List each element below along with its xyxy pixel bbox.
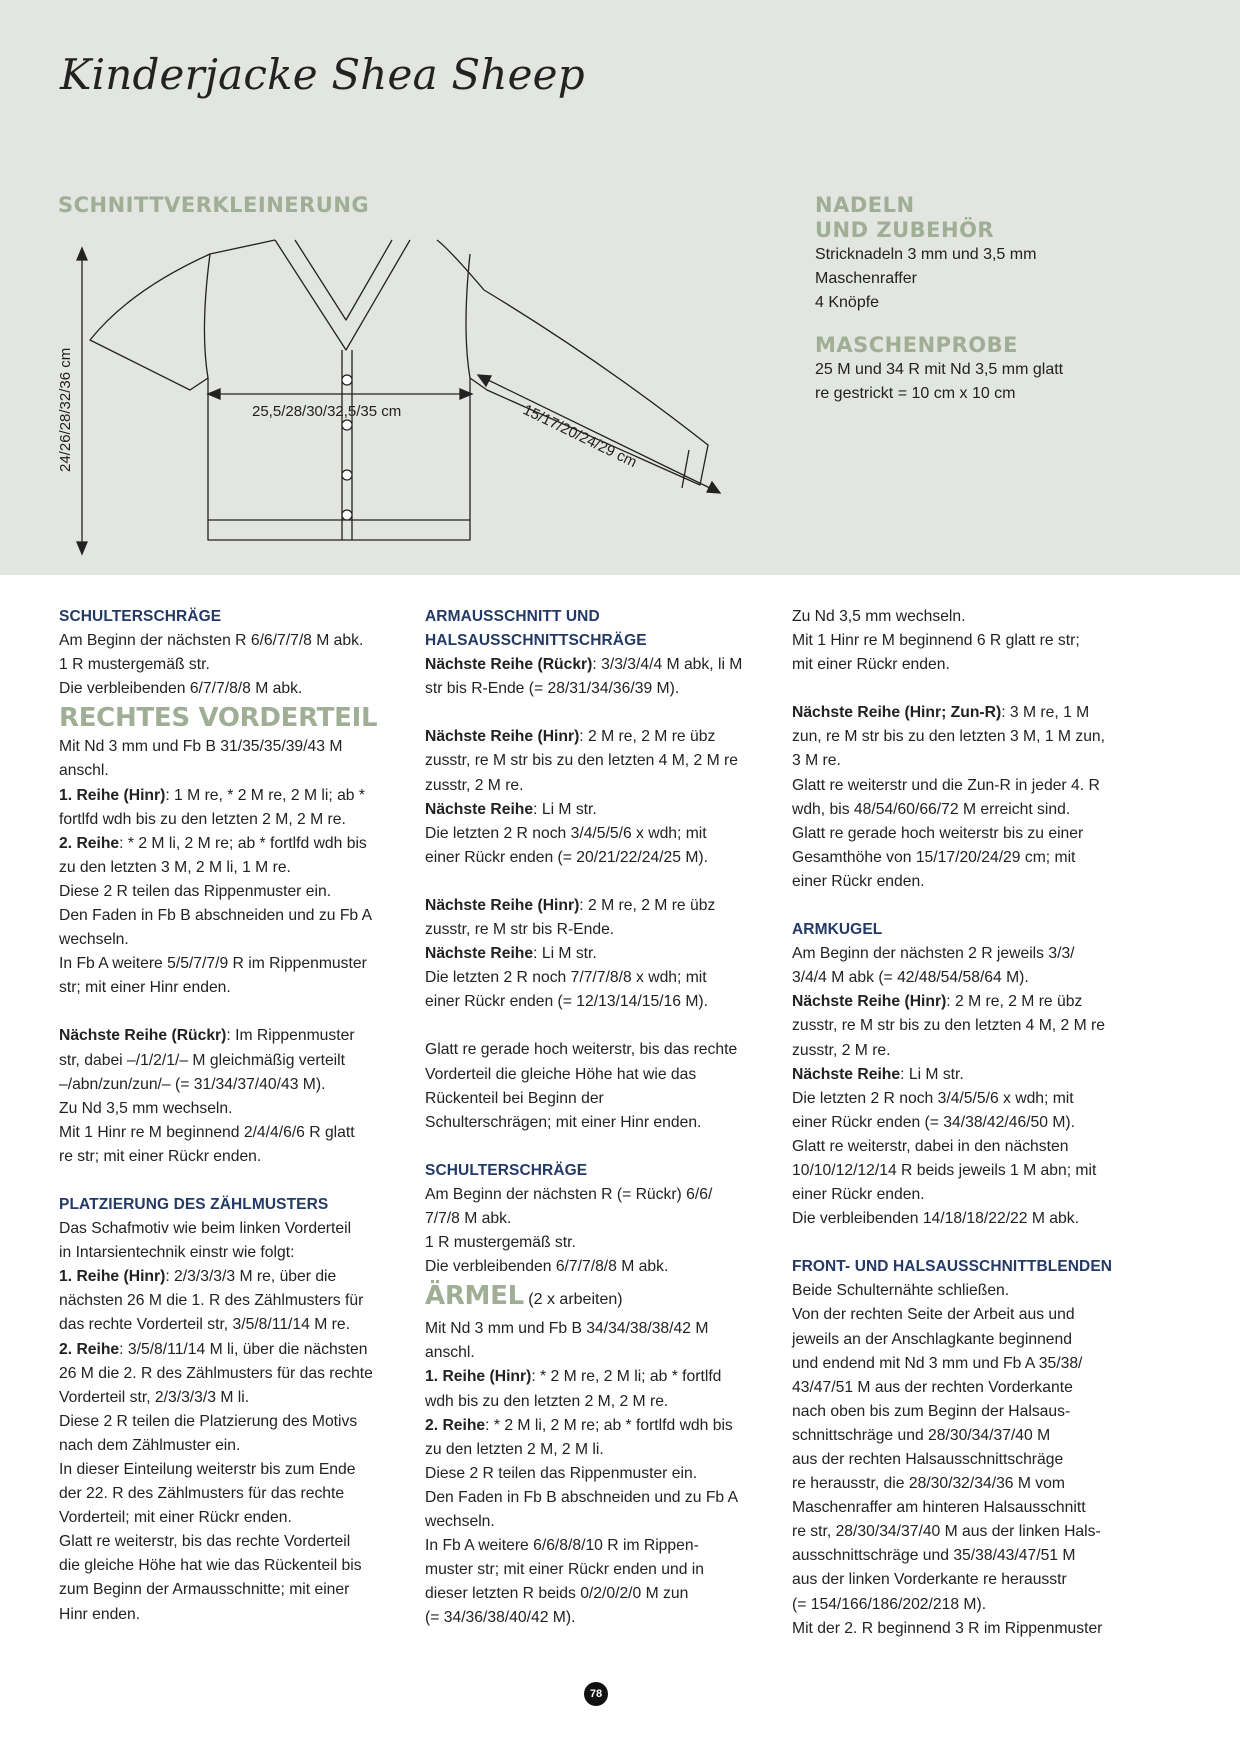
instruction-line: zusstr, re M str bis zu den letzten 4 M, 2 M re [425, 752, 738, 770]
instruction-line: anschl. [425, 1344, 475, 1362]
row-text: : 3 M re, 1 M [1001, 704, 1090, 722]
instruction-line: einer Rückr enden (= 20/21/22/24/25 M). [425, 848, 708, 866]
instruction-line: (= 34/36/38/40/42 M). [425, 1609, 576, 1627]
instruction-line: Die letzten 2 R noch 3/4/5/5/6 x wdh; mit [792, 1089, 1074, 1107]
instruction-line: Am Beginn der nächsten R (= Rückr) 6/6/ [425, 1185, 713, 1203]
instruction-line: In dieser Einteilung weiterstr bis zum Ende [59, 1461, 356, 1478]
row-label: 2. Reihe [59, 834, 120, 852]
instruction-line: Die letzten 2 R noch 7/7/7/8/8 x wdh; mit [425, 969, 707, 987]
part-heading [425, 1279, 765, 1317]
instruction-line: mit einer Rückr enden. [792, 656, 950, 674]
instruction-line: wechseln. [59, 931, 129, 949]
row-label: Nächste Reihe (Hinr) [792, 993, 947, 1011]
instruction-line [59, 1024, 399, 1048]
instruction-line: Mit Nd 3 mm und Fb B 31/35/35/39/43 M [59, 738, 343, 756]
instruction-line [425, 942, 765, 966]
row-text: : * 2 M li, 2 M re; ab * fortlfd wdh bis [119, 834, 367, 852]
instruction-line: zusstr, re M str bis zu den letzten 4 M, 2 M re [792, 1017, 1105, 1035]
instruction-line: Von der rechten Seite der Arbeit aus und [792, 1306, 1075, 1324]
row-label: Nächste Reihe (Rückr) [59, 1027, 227, 1045]
instruction-line: In Fb A weitere 6/6/8/8/10 R im Rippen- [425, 1537, 699, 1555]
gauge-line: 25 M und 34 R mit Nd 3,5 mm glatt [815, 361, 1064, 378]
button-icon [342, 375, 352, 385]
row-text: : 2 M re, 2 M re übz [946, 993, 1083, 1011]
section-heading: ARMAUSSCHNITT UND [425, 608, 600, 625]
text-column-3 [792, 605, 1132, 1641]
instruction-line: Rückenteil bei Beginn der [425, 1089, 604, 1107]
instruction-line: zusstr, 2 M re. [792, 1041, 891, 1059]
instruction-line [59, 832, 399, 856]
instruction-line: Diese 2 R teilen die Platzierung des Motivs [59, 1412, 358, 1430]
instruction-line: schnittschräge und 28/30/34/37/40 M [792, 1426, 1051, 1444]
instruction-line [792, 1063, 1132, 1087]
instruction-line: re str; mit einer Rückr enden. [59, 1147, 262, 1165]
instruction-line [792, 990, 1132, 1014]
instruction-line: aus der linken Vorderkante re herausstr [792, 1571, 1067, 1589]
instruction-line: dieser letzten R beids 0/2/0/2/0 M zun [425, 1585, 689, 1603]
paragraph-gap [425, 1135, 765, 1159]
needles-heading-2: UND ZUBEHÖR [815, 218, 995, 242]
instruction-line: in Intarsientechnik einstr wie folgt: [59, 1244, 295, 1262]
row-text: : 2 M re, 2 M re übz [579, 896, 716, 914]
instruction-line: einer Rückr enden (= 34/38/42/46/50 M). [792, 1113, 1075, 1131]
instruction-line: zum Beginn der Armausschnitte; mit einer [59, 1581, 350, 1599]
needles-item: Maschenraffer [815, 270, 917, 287]
paragraph-gap [59, 1000, 399, 1024]
instruction-line: Diese 2 R teilen das Rippenmuster ein. [425, 1464, 698, 1482]
instruction-line: Die verbleibenden 6/7/7/8/8 M abk. [425, 1258, 669, 1276]
row-label: Nächste Reihe (Rückr) [425, 656, 593, 674]
instruction-line: zusstr, 2 M re. [425, 776, 524, 794]
instruction-line: –/abn/zun/zun/– (= 31/34/37/40/43 M). [59, 1075, 326, 1093]
instruction-line: Mit Nd 3 mm und Fb B 34/34/38/38/42 M [425, 1320, 709, 1338]
instruction-line: Maschenraffer am hinteren Halsausschnitt [792, 1499, 1086, 1517]
instruction-line: 1 R mustergemäß str. [425, 1234, 576, 1252]
page-number: 78 [584, 1682, 608, 1706]
row-text: : 3/5/8/11/14 M li, über die nächsten [119, 1340, 368, 1358]
schematic-heading: SCHNITTVERKLEINERUNG [58, 193, 370, 217]
button-icon [342, 510, 352, 520]
instruction-line: einer Rückr enden. [792, 1186, 925, 1204]
row-label: 2. Reihe [425, 1416, 486, 1434]
sleeve-label: 15/17/20/24/29 cm [520, 401, 640, 472]
paragraph-gap [425, 1014, 765, 1038]
instruction-line: muster str; mit einer Rückr enden und in [425, 1561, 705, 1579]
instruction-line: re str, 28/30/34/37/40 M aus der linken Hals- [792, 1523, 1101, 1541]
gauge-heading: MASCHENPROBE [815, 333, 1018, 357]
instruction-line: re herausstr, die 28/30/32/34/36 M vom [792, 1475, 1065, 1493]
instruction-line: Glatt re weiterstr, dabei in den nächsten [792, 1137, 1069, 1155]
sleeve-dimension-line [484, 378, 714, 490]
instruction-line: 43/47/51 M aus der rechten Vorderkante [792, 1378, 1073, 1396]
instruction-line: die gleiche Höhe hat wie das Rückenteil bis [59, 1557, 362, 1575]
instruction-line: der 22. R des Zählmusters für das rechte [59, 1485, 345, 1503]
instruction-line: Mit der 2. R beginnend 3 R im Rippenmuster [792, 1619, 1103, 1637]
row-text: : Li M str. [533, 800, 597, 818]
instruction-line: Zu Nd 3,5 mm wechseln. [59, 1099, 233, 1117]
paragraph-gap [792, 894, 1132, 918]
instruction-line: Hinr enden. [59, 1605, 141, 1623]
paragraph-gap [59, 1169, 399, 1193]
row-label: 1. Reihe (Hinr) [59, 786, 166, 804]
row-label: 2. Reihe [59, 1340, 120, 1358]
instruction-line: (= 154/166/186/202/218 M). [792, 1595, 987, 1613]
text-column-1 [59, 605, 399, 1627]
instruction-line: Gesamthöhe von 15/17/20/24/29 cm; mit [792, 848, 1076, 866]
row-label: Nächste Reihe [425, 945, 534, 963]
paragraph-gap [425, 701, 765, 725]
instruction-line [425, 1365, 765, 1389]
instruction-line: zun, re M str bis zu den letzten 3 M, 1 M zun, [792, 728, 1106, 746]
part-heading-text: ÄRMEL [425, 1281, 524, 1312]
instruction-line: Mit 1 Hinr re M beginnend 2/4/4/6/6 R glatt [59, 1123, 355, 1141]
row-text: : * 2 M re, 2 M li; ab * fortlfd [531, 1368, 722, 1386]
row-text: : 3/3/3/4/4 M abk, li M [592, 656, 743, 674]
instruction-line: zu den letzten 2 M, 2 M li. [425, 1440, 604, 1458]
instruction-line [425, 1414, 765, 1438]
instruction-line: Das Schafmotiv wie beim linken Vorderteil [59, 1220, 352, 1238]
instruction-line: aus der rechten Halsausschnittschräge [792, 1451, 1064, 1468]
row-label: 1. Reihe (Hinr) [425, 1368, 532, 1386]
instruction-line: nach oben bis zum Beginn der Halsaus- [792, 1402, 1071, 1420]
row-text: : 1 M re, * 2 M re, 2 M li; ab * [165, 786, 365, 804]
section-heading: SCHULTERSCHRÄGE [425, 1161, 588, 1179]
instruction-line: Die verbleibenden 14/18/18/22/22 M abk. [792, 1210, 1079, 1228]
instruction-line: zu den letzten 3 M, 2 M li, 1 M re. [59, 858, 291, 876]
row-text: : * 2 M li, 2 M re; ab * fortlfd wdh bis [485, 1416, 733, 1434]
instruction-line: Vorderteil str, 2/3/3/3/3 M li. [59, 1388, 250, 1406]
needles-item: Stricknadeln 3 mm und 3,5 mm [815, 246, 1037, 263]
gauge-line: re gestrickt = 10 cm x 10 cm [815, 385, 1016, 402]
cardigan-outline [90, 240, 708, 540]
section-heading: HALSAUSSCHNITTSCHRÄGE [425, 632, 647, 650]
instruction-line: Glatt re weiterstr, bis das rechte Vorderteil [59, 1533, 351, 1551]
row-text: : 2/3/3/3/3 M re, über die [165, 1268, 337, 1286]
instruction-line: Glatt re weiterstr und die Zun-R in jeder 4. R [792, 776, 1100, 794]
button-icon [342, 470, 352, 480]
instruction-line: Diese 2 R teilen das Rippenmuster ein. [59, 882, 332, 900]
needles-heading-1: NADELN [815, 193, 915, 217]
section-heading: ARMKUGEL [792, 921, 883, 939]
instruction-line: ausschnittschräge und 35/38/43/47/51 M [792, 1547, 1076, 1565]
instruction-line: anschl. [59, 762, 109, 780]
instruction-line: wdh bis zu den letzten 2 M, 2 M re. [425, 1392, 669, 1410]
page-title: Kinderjacke Shea Sheep [60, 50, 585, 99]
paragraph-gap [792, 1231, 1132, 1255]
row-text: : 2 M re, 2 M re übz [579, 728, 716, 746]
instruction-line: wechseln. [425, 1513, 495, 1530]
row-label: Nächste Reihe [792, 1065, 901, 1083]
instruction-line: Vorderteil die gleiche Höhe hat wie das [425, 1065, 697, 1083]
height-label: 24/26/28/32/36 cm [57, 347, 74, 472]
section-heading: PLATZIERUNG DES ZÄHLMUSTERS [59, 1195, 329, 1213]
part-heading-text: RECHTES VORDERTEIL [59, 703, 378, 734]
instruction-line: Mit 1 Hinr re M beginnend 6 R glatt re str; [792, 632, 1080, 650]
instruction-line: und endend mit Nd 3 mm und Fb A 35/38/ [792, 1354, 1083, 1372]
paragraph-gap [425, 870, 765, 894]
instruction-line: str bis R-Ende (= 28/31/34/36/39 M). [425, 680, 680, 698]
button-icon [342, 420, 352, 430]
row-text: : Li M str. [900, 1065, 964, 1083]
instruction-line: das rechte Vorderteil str, 3/5/8/11/14 M re. [59, 1316, 350, 1334]
needles-item: 4 Knöpfe [815, 294, 880, 311]
row-text: : Im Rippenmuster [226, 1027, 355, 1045]
instruction-line: zusstr, re M str bis R-Ende. [425, 921, 615, 939]
instruction-line: Vorderteil; mit einer Rückr enden. [59, 1509, 292, 1527]
width-label: 25,5/28/30/32,5/35 cm [252, 403, 402, 420]
instruction-line: Zu Nd 3,5 mm wechseln. [792, 608, 966, 625]
instruction-line [425, 798, 765, 822]
row-text: : Li M str. [533, 945, 597, 963]
instruction-line: 1 R mustergemäß str. [59, 656, 210, 674]
instruction-line: Die verbleibenden 6/7/7/8/8 M abk. [59, 680, 303, 698]
row-label: Nächste Reihe [425, 800, 534, 818]
instruction-line: 3 M re. [792, 752, 841, 770]
instruction-line: str, dabei –/1/2/1/– M gleichmäßig verteilt [59, 1051, 345, 1069]
instruction-line: Glatt re gerade hoch weiterstr bis zu einer [792, 824, 1084, 842]
instruction-line: Den Faden in Fb B abschneiden und zu Fb A [59, 907, 373, 925]
instruction-line: 7/7/8 M abk. [425, 1209, 512, 1227]
instruction-line [59, 1265, 399, 1289]
row-label: Nächste Reihe (Hinr; Zun-R) [792, 704, 1002, 722]
instruction-line: Die letzten 2 R noch 3/4/5/5/6 x wdh; mit [425, 824, 707, 842]
instruction-line [425, 653, 765, 677]
section-heading: SCHULTERSCHRÄGE [59, 608, 222, 625]
instruction-line: einer Rückr enden (= 12/13/14/15/16 M). [425, 993, 708, 1011]
instruction-line [425, 894, 765, 918]
instruction-line: 3/4/4 M abk (= 42/48/54/58/64 M). [792, 969, 1029, 987]
needles-section [815, 193, 1195, 406]
instruction-line [792, 701, 1132, 725]
cardigan-schematic [50, 225, 750, 560]
instruction-line: str; mit einer Hinr enden. [59, 979, 231, 997]
instruction-line: nach dem Zählmuster ein. [59, 1436, 241, 1454]
instruction-line: Glatt re gerade hoch weiterstr, bis das rechte [425, 1041, 738, 1059]
instruction-line: jeweils an der Anschlagkante beginnend [792, 1330, 1072, 1348]
part-heading [59, 701, 399, 735]
row-label: Nächste Reihe (Hinr) [425, 896, 580, 914]
instruction-line: fortlfd wdh bis zu den letzten 2 M, 2 M re. [59, 810, 346, 828]
instruction-line: Beide Schulternähte schließen. [792, 1282, 1010, 1300]
text-column-2 [425, 605, 765, 1630]
instruction-line: einer Rückr enden. [792, 872, 925, 890]
instruction-line: 10/10/12/12/14 R beids jeweils 1 M abn; mit [792, 1161, 1097, 1179]
row-label: Nächste Reihe (Hinr) [425, 728, 580, 746]
instruction-line: Am Beginn der nächsten R 6/6/7/7/8 M abk. [59, 632, 364, 650]
instruction-line: nächsten 26 M die 1. R des Zählmusters für [59, 1292, 364, 1310]
instruction-line [425, 725, 765, 749]
instruction-line: 26 M die 2. R des Zählmusters für das rechte [59, 1364, 373, 1382]
instruction-line: Am Beginn der nächsten 2 R jeweils 3/3/ [792, 945, 1075, 963]
row-label: 1. Reihe (Hinr) [59, 1268, 166, 1286]
instruction-line: In Fb A weitere 5/5/7/7/9 R im Rippenmuster [59, 955, 367, 973]
instruction-line: Den Faden in Fb B abschneiden und zu Fb A [425, 1488, 739, 1506]
instruction-line [59, 784, 399, 808]
instruction-line: wdh, bis 48/54/60/66/72 M erreicht sind. [792, 800, 1071, 818]
paragraph-gap [792, 677, 1132, 701]
section-heading: FRONT- UND HALSAUSSCHNITTBLENDEN [792, 1258, 1113, 1276]
instruction-line [59, 1338, 399, 1362]
instruction-line: Schulterschrägen; mit einer Hinr enden. [425, 1113, 702, 1131]
part-heading-note: (2 x arbeiten) [523, 1291, 623, 1309]
